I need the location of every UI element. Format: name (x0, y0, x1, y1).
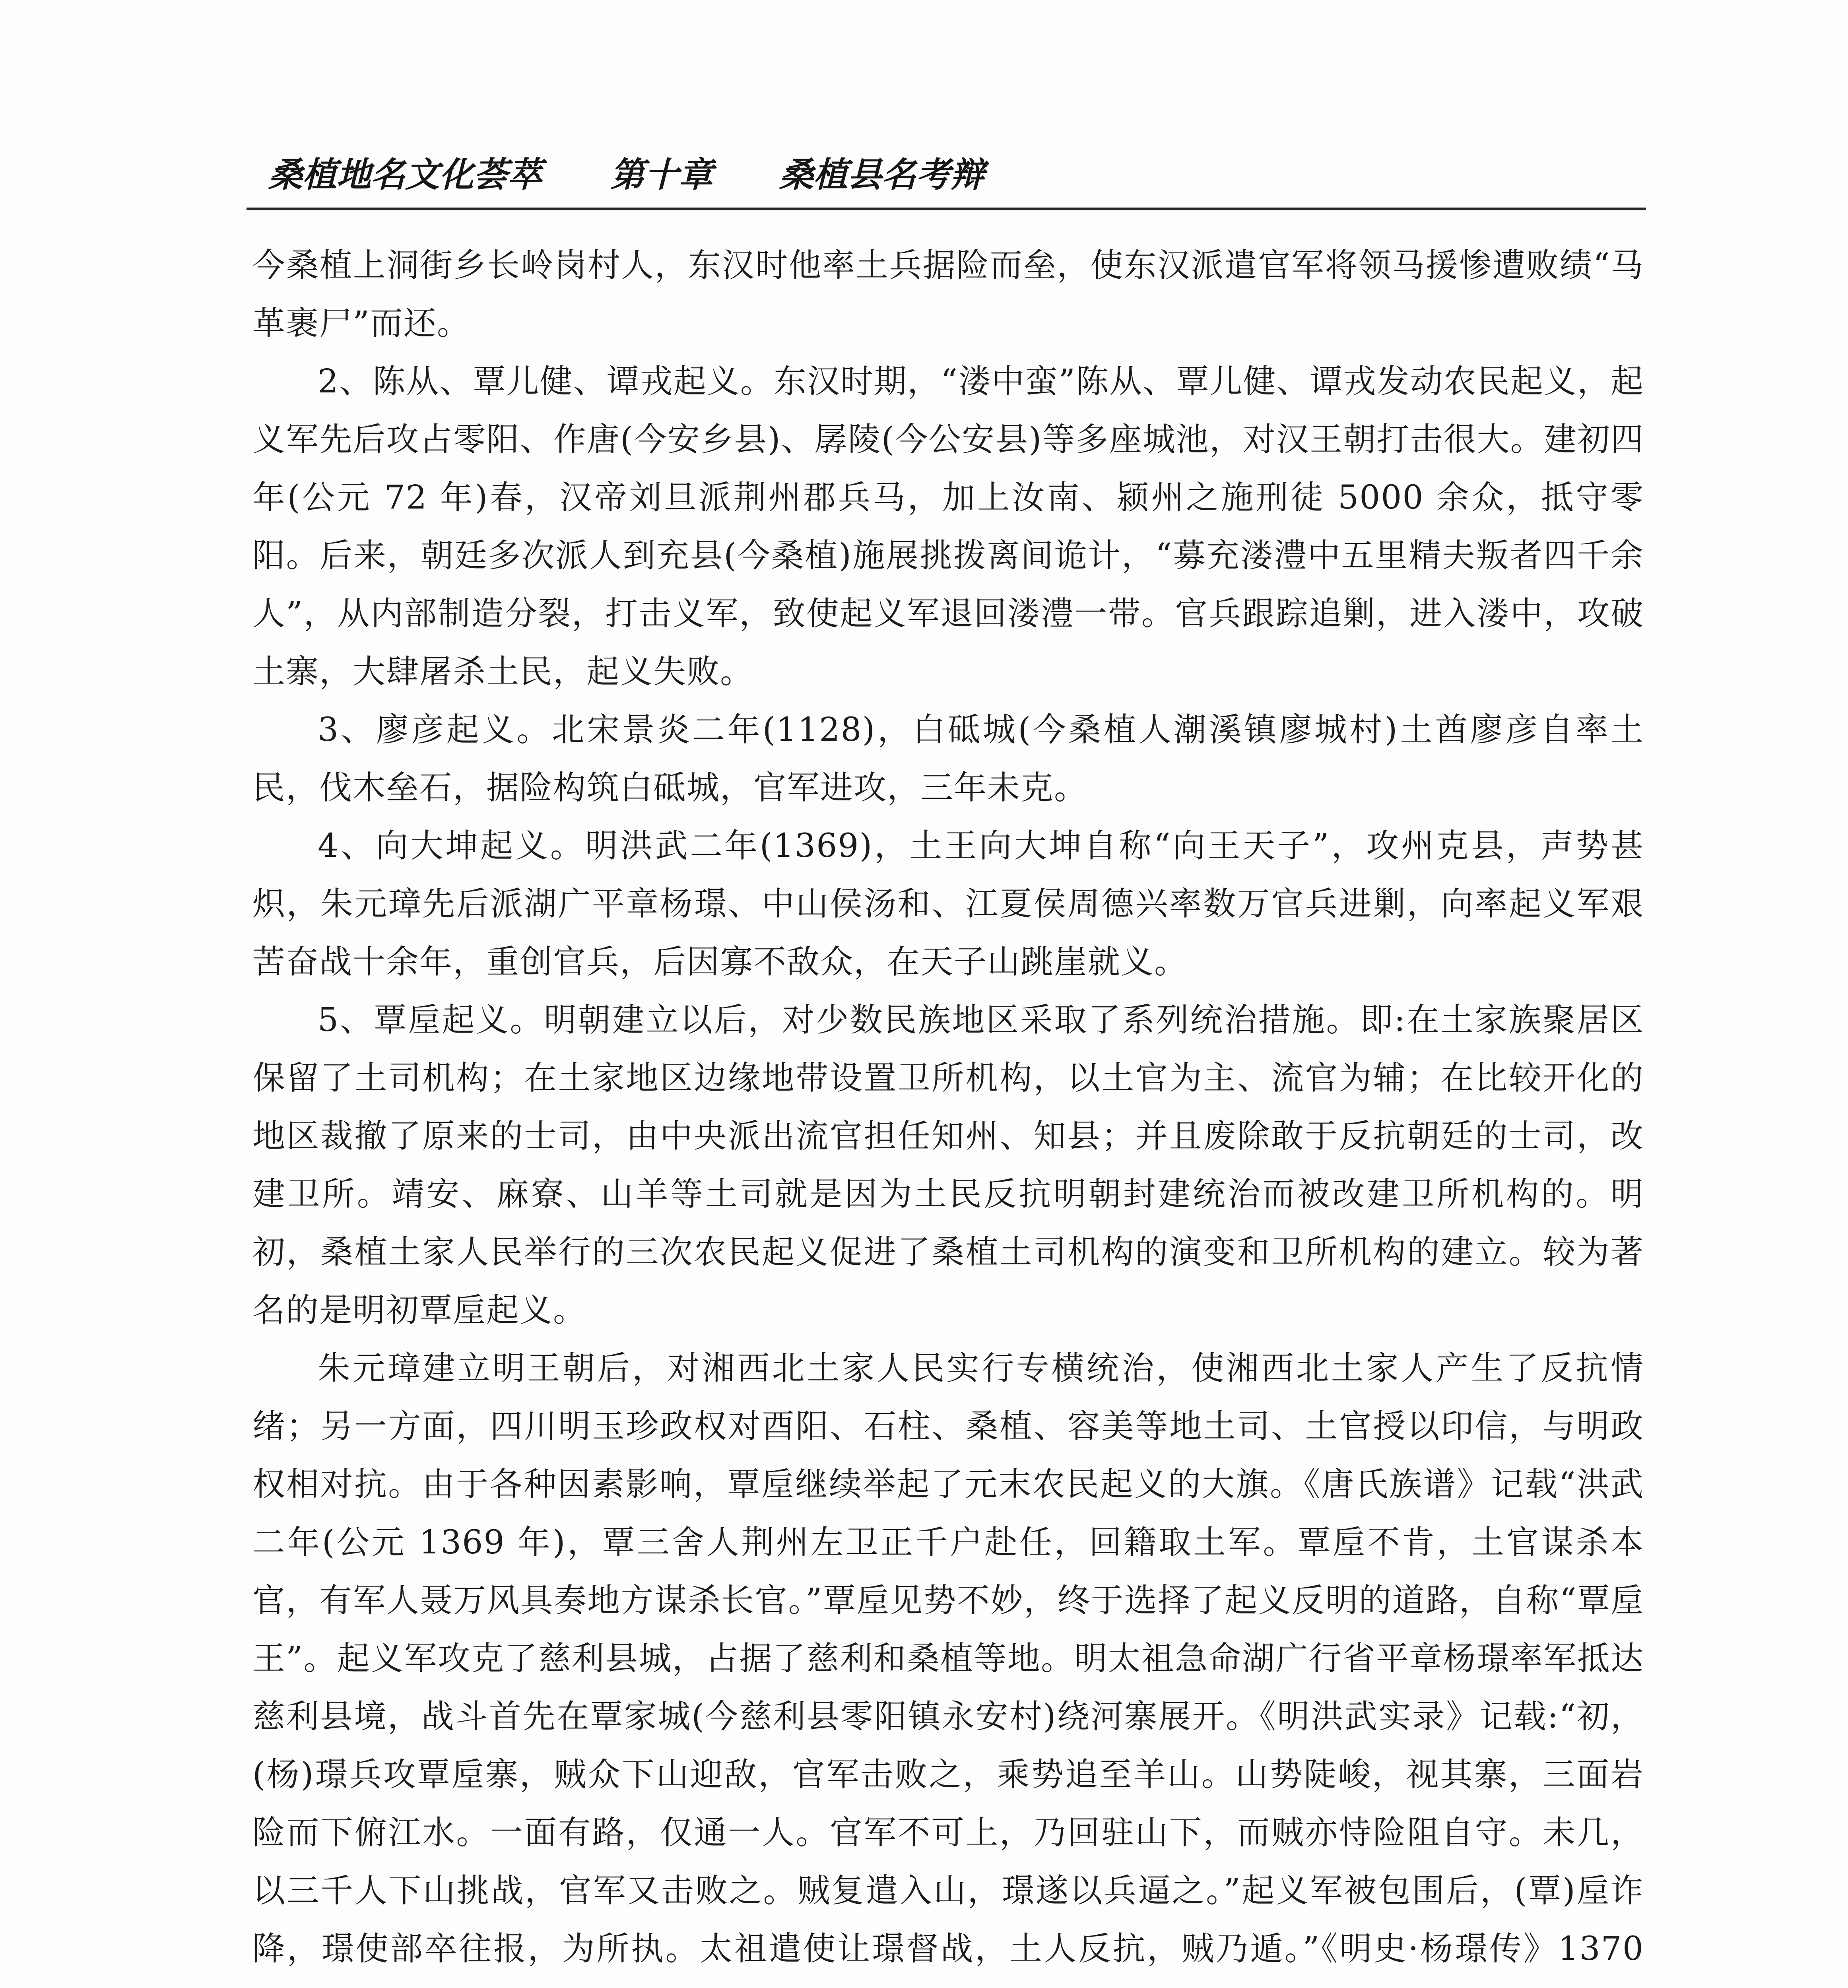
body-text (252, 237, 1644, 1988)
paragraph-uprising-3: 3、廖彦起义。北宋景炎二年(1128)，白砥城(今桑植人潮溪镇廖城村)土酋廖彦自率土民，伐木垒石，据险构筑白砥城，官军进攻，三年未克。 (252, 711, 1644, 807)
header-divider (247, 208, 1646, 210)
paragraph-zhu-yuanzhang: 朱元璋建立明王朝后，对湘西北土家人民实行专横统治，使湘西北土家人产生了反抗情绪；另一方面，四川明玉珍政权对酉阳、石柱、桑植、容美等地土司、土官授以印信，与明政权相对抗。由于各种因素影响，覃垕继续举起了元末农民起义的大旗。《唐氏族谱》记载“洪武二年(公元 1369 年)，覃三舍人荆州左卫正千户赴任，回籍取土军。覃垕不肯，土官谋杀本官，有军人聂万风具奏地方谋杀长官。”覃垕见势不妙，终于选择了起义反明的道路，自称“覃垕王”。起义军攻克了慈利县城，占据了慈利和桑植等地。明太祖急命湖广行省平章杨璟率军抵达慈利县境，战斗首先在覃家城(今慈利县零阳镇永安村)绕河寨展开。《明洪武实录》记载:“初，(杨)璟兵攻覃垕寨，贼众下山迎敌，官军击败之，乘势追至羊山。山势陡峻，视其寨，三面岩险而下俯江水。一面有路，仅通一人。官军不可上，乃回驻山下，而贼亦恃险阻自守。未几，以三千人下山挑战，官军又击败之。贼复遣入山，璟遂以兵逼之。”起义军被包围后，(覃)垕诈降，璟使部卒往报，为所执。太祖遣使让璟督战，土人反抗，贼乃遁。”《明史·杨璟传》1370 (252, 1349, 1644, 1968)
paragraph-continued: 今桑植上洞街乡长岭岗村人，东汉时他率土兵据险而垒，使东汉派遣官军将领马援惨遭败绩“马革裹尸”而还。 (252, 247, 1644, 342)
header-section-title: 桑植县名考辩 (779, 155, 984, 195)
paragraph-uprising-2: 2、陈从、覃儿健、谭戎起义。东汉时期，“溇中蛮”陈从、覃儿健、谭戎发动农民起义，起义军先后攻占零阳、作唐(今安乡县)、孱陵(今公安县)等多座城池，对汉王朝打击很大。建初四年(公元 72 年)春，汉帝刘旦派荆州郡兵马，加上汝南、颍州之施刑徒 5000 余众，抵守零阳。后来，朝廷多次派人到充县(今桑植)施展挑拨离间诡计，“募充溇澧中五里精夫叛者四千余人”，从内部制造分裂，打击义军，致使起义军退回溇澧一带。官兵跟踪追剿，进入溇中，攻破土寨，大肆屠杀土民，起义失败。 (252, 363, 1644, 691)
header-book-title: 桑植地名文化荟萃 (268, 155, 542, 195)
paragraph-uprising-4: 4、向大坤起义。明洪武二年(1369)，土王向大坤自称“向王天子”，攻州克县，声势甚炽，朱元璋先后派湖广平章杨璟、中山侯汤和、江夏侯周德兴率数万官兵进剿，向率起义军艰苦奋战十余年，重创官兵，后因寡不敌众，在天子山跳崖就义。 (252, 827, 1644, 981)
header-chapter: 第十章 (610, 155, 713, 195)
paragraph-uprising-5: 5、覃垕起义。明朝建立以后，对少数民族地区采取了系列统治措施。即:在土家族聚居区保留了土司机构；在土家地区边缘地带设置卫所机构，以土官为主、流官为辅；在比较开化的地区裁撤了原来的士司，由中央派出流官担任知州、知县；并且废除敢于反抗朝廷的士司，改建卫所。靖安、麻寮、山羊等土司就是因为土民反抗明朝封建统治而被改建卫所机构的。明初，桑植土家人民举行的三次农民起义促进了桑植土司机构的演变和卫所机构的建立。较为著名的是明初覃垕起义。 (252, 1001, 1644, 1329)
running-header (0, 147, 1848, 199)
